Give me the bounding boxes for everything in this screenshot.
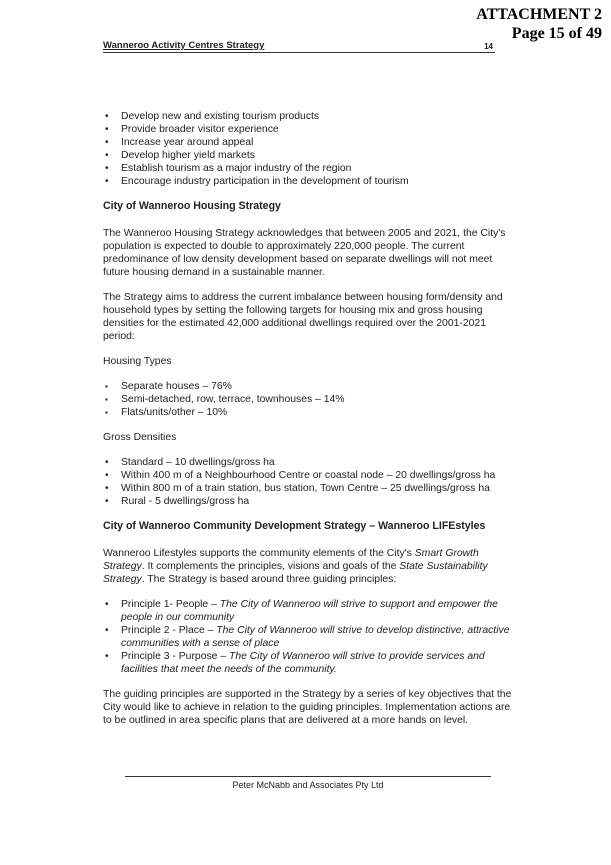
page-footer: Peter McNabb and Associates Pty Ltd (232, 780, 384, 790)
intro-text: . The Strategy is based around three guiding principles: (141, 574, 397, 585)
list-item: • Standard – 10 dwellings/gross ha (103, 456, 515, 469)
list-item (103, 598, 515, 624)
housing-paragraph-1: The Wanneroo Housing Strategy acknowledges that between 2005 and 2021, the City's population is expected to double to approximately 220,000 people. The current predominance of low density development based on separate dwellings will not meet future housing demand in a sustainable manner. (103, 228, 506, 278)
housing-paragraph-2: The Strategy aims to address the current imbalance between housing form/density and household types by setting the following targets for housing mix and gross housing densities for the estimated 42,000 additional dwellings required over the 2001-2021 period: (103, 292, 503, 342)
list-item (103, 650, 515, 676)
community-heading: City of Wanneroo Community Development Strategy – Wanneroo LIFEstyles (103, 520, 486, 532)
community-closing: The guiding principles are supported in the Strategy by a series of key objectives that the City would like to achieve in relation to the guiding principles. Implementation actions are to be outlined in area specific plans that are delivered at a more hands on level. (103, 689, 512, 726)
principle-text: The City of Wanneroo will strive to support and empower the people in our community (121, 599, 498, 623)
list-item: • Establish tourism as a major industry of the region (103, 162, 515, 175)
principle-name: Principle 3 - Purpose – (121, 651, 230, 662)
list-item: • Within 400 m of a Neighbourhood Centre or coastal node – 20 dwellings/gross ha (103, 469, 515, 482)
list-item: • Develop higher yield markets (103, 149, 515, 162)
principles-list (103, 598, 515, 676)
gross-densities-list (103, 456, 515, 508)
list-item: • Rural - 5 dwellings/gross ha (103, 495, 515, 508)
attachment-stamp (476, 5, 602, 43)
intro-text: . It complements the principles, visions and goals of the (141, 561, 400, 572)
page-header (103, 40, 495, 53)
header-title: Wanneroo Activity Centres Strategy (103, 40, 265, 51)
principle-name: Principle 1- People – (121, 599, 220, 610)
list-item: ▪ Separate houses – 76% (103, 380, 515, 393)
list-item: • Encourage industry participation in the development of tourism (103, 175, 515, 188)
list-item: • Provide broader visitor experience (103, 123, 515, 136)
intro-text: Wanneroo Lifestyles supports the community elements of the City's (103, 548, 415, 559)
header-page-number: 14 (484, 42, 493, 51)
gross-densities-label: Gross Densities (103, 432, 177, 443)
principle-text: The City of Wanneroo will strive to provide services and facilities that meet the needs of the community. (121, 651, 485, 675)
principle-name: Principle 2 - Place – (121, 625, 217, 636)
list-item: • Develop new and existing tourism products (103, 110, 515, 123)
list-item (103, 624, 515, 650)
document-body (103, 110, 515, 739)
housing-heading: City of Wanneroo Housing Strategy (103, 200, 281, 212)
list-item: • Within 800 m of a train station, bus station, Town Centre – 25 dwellings/gross ha (103, 482, 515, 495)
footer-divider (125, 776, 491, 777)
attachment-page: Page 15 of 49 (511, 25, 602, 42)
attachment-label: ATTACHMENT 2 (476, 6, 602, 23)
intro-italic: State Sustainability Strategy (103, 561, 488, 585)
principle-text: The City of Wanneroo will strive to develop distinctive, attractive communities with a sense of place (121, 625, 510, 649)
list-item: ▪ Flats/units/other – 10% (103, 406, 515, 419)
tourism-list (103, 110, 515, 188)
housing-types-label: Housing Types (103, 356, 172, 367)
housing-types-list (103, 380, 515, 419)
community-intro (103, 547, 515, 586)
intro-italic: Smart Growth Strategy (103, 548, 479, 572)
list-item: ▪ Semi-detached, row, terrace, townhouses – 14% (103, 393, 515, 406)
list-item: • Increase year around appeal (103, 136, 515, 149)
